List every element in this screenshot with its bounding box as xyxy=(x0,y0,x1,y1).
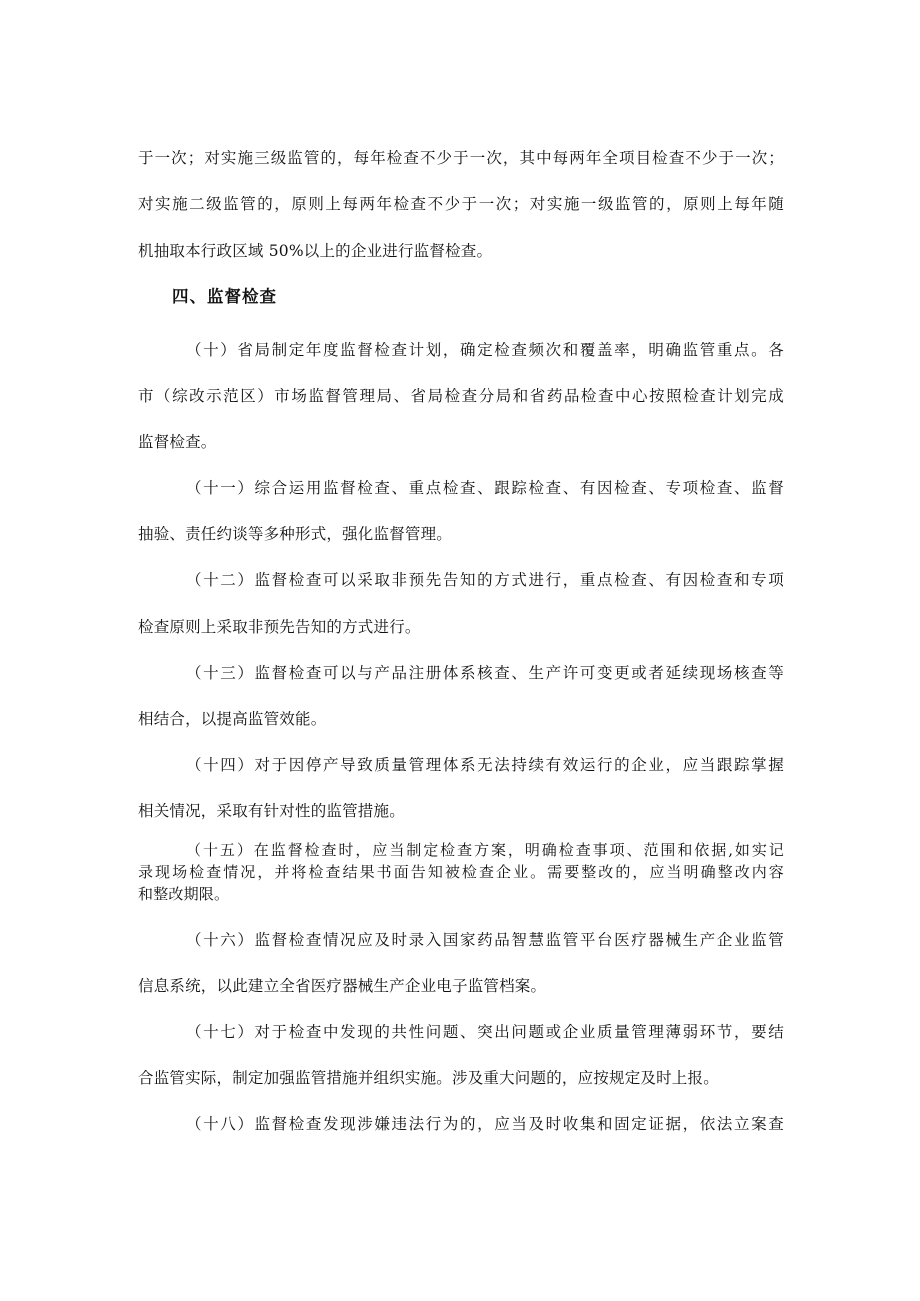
paragraph-16-line-2: 信息系统，以此建立全省医疗器械生产企业电子监管档案。 xyxy=(138,977,547,995)
paragraph-17-line-1: （十七）对于检查中发现的共性问题、突出问题或企业质量管理薄弱环节，要结 xyxy=(186,1023,784,1041)
paragraph-10-line-3: 监督检查。 xyxy=(138,433,217,451)
intro-line-1: 于一次；对实施三级监管的，每年检查不少于一次，其中每两年全项目检查不少于一次； xyxy=(138,149,784,167)
paragraph-12-line-1: （十二）监督检查可以采取非预先告知的方式进行，重点检查、有因检查和专项 xyxy=(186,571,784,589)
paragraph-18-line-1: （十八）监督检查发现涉嫌违法行为的，应当及时收集和固定证据，依法立案查 xyxy=(186,1115,784,1133)
paragraph-16-line-1: （十六）监督检查情况应及时录入国家药品智慧监管平台医疗器械生产企业监管 xyxy=(186,931,784,949)
paragraph-15-line-2: 录现场检查情况，并将检查结果书面告知被检查企业。需要整改的，应当明确整改内容 xyxy=(138,863,784,881)
paragraph-15-line-3: 和整改期限。 xyxy=(138,885,230,903)
paragraph-11-line-2: 抽验、责任约谈等多种形式，强化监督管理。 xyxy=(138,525,453,543)
paragraph-14-line-1: （十四）对于因停产导致质量管理体系无法持续有效运行的企业，应当跟踪掌握 xyxy=(186,756,784,774)
intro-line-2: 对实施二级监管的，原则上每两年检查不少于一次；对实施一级监管的，原则上每年随 xyxy=(138,195,784,213)
paragraph-14-line-2: 相关情况，采取有针对性的监管措施。 xyxy=(138,802,405,820)
intro-line-3: 机抽取本行政区域 50%以上的企业进行监督检查。 xyxy=(138,242,493,260)
paragraph-17-line-2: 合监管实际，制定加强监管措施并组织实施。涉及重大问题的，应按规定及时上报。 xyxy=(138,1069,719,1087)
paragraph-10-line-2: 市（综改示范区）市场监督管理局、省局检查分局和省药品检查中心按照检查计划完成 xyxy=(138,387,784,405)
section-heading: 四、监督检查 xyxy=(172,287,277,306)
paragraph-12-line-2: 检查原则上采取非预先告知的方式进行。 xyxy=(138,618,421,636)
paragraph-15-line-1: （十五）在监督检查时，应当制定检查方案，明确检查事项、范围和依据,如实记 xyxy=(186,841,784,859)
paragraph-13-line-1: （十三）监督检查可以与产品注册体系核查、生产许可变更或者延续现场核查等 xyxy=(186,664,784,682)
paragraph-13-line-2: 相结合，以提高监管效能。 xyxy=(138,710,327,728)
paragraph-10-line-1: （十）省局制定年度监督检查计划，确定检查频次和覆盖率，明确监管重点。各 xyxy=(186,341,784,359)
paragraph-11-line-1: （十一）综合运用监督检查、重点检查、跟踪检查、有因检查、专项检查、监督 xyxy=(186,479,784,497)
